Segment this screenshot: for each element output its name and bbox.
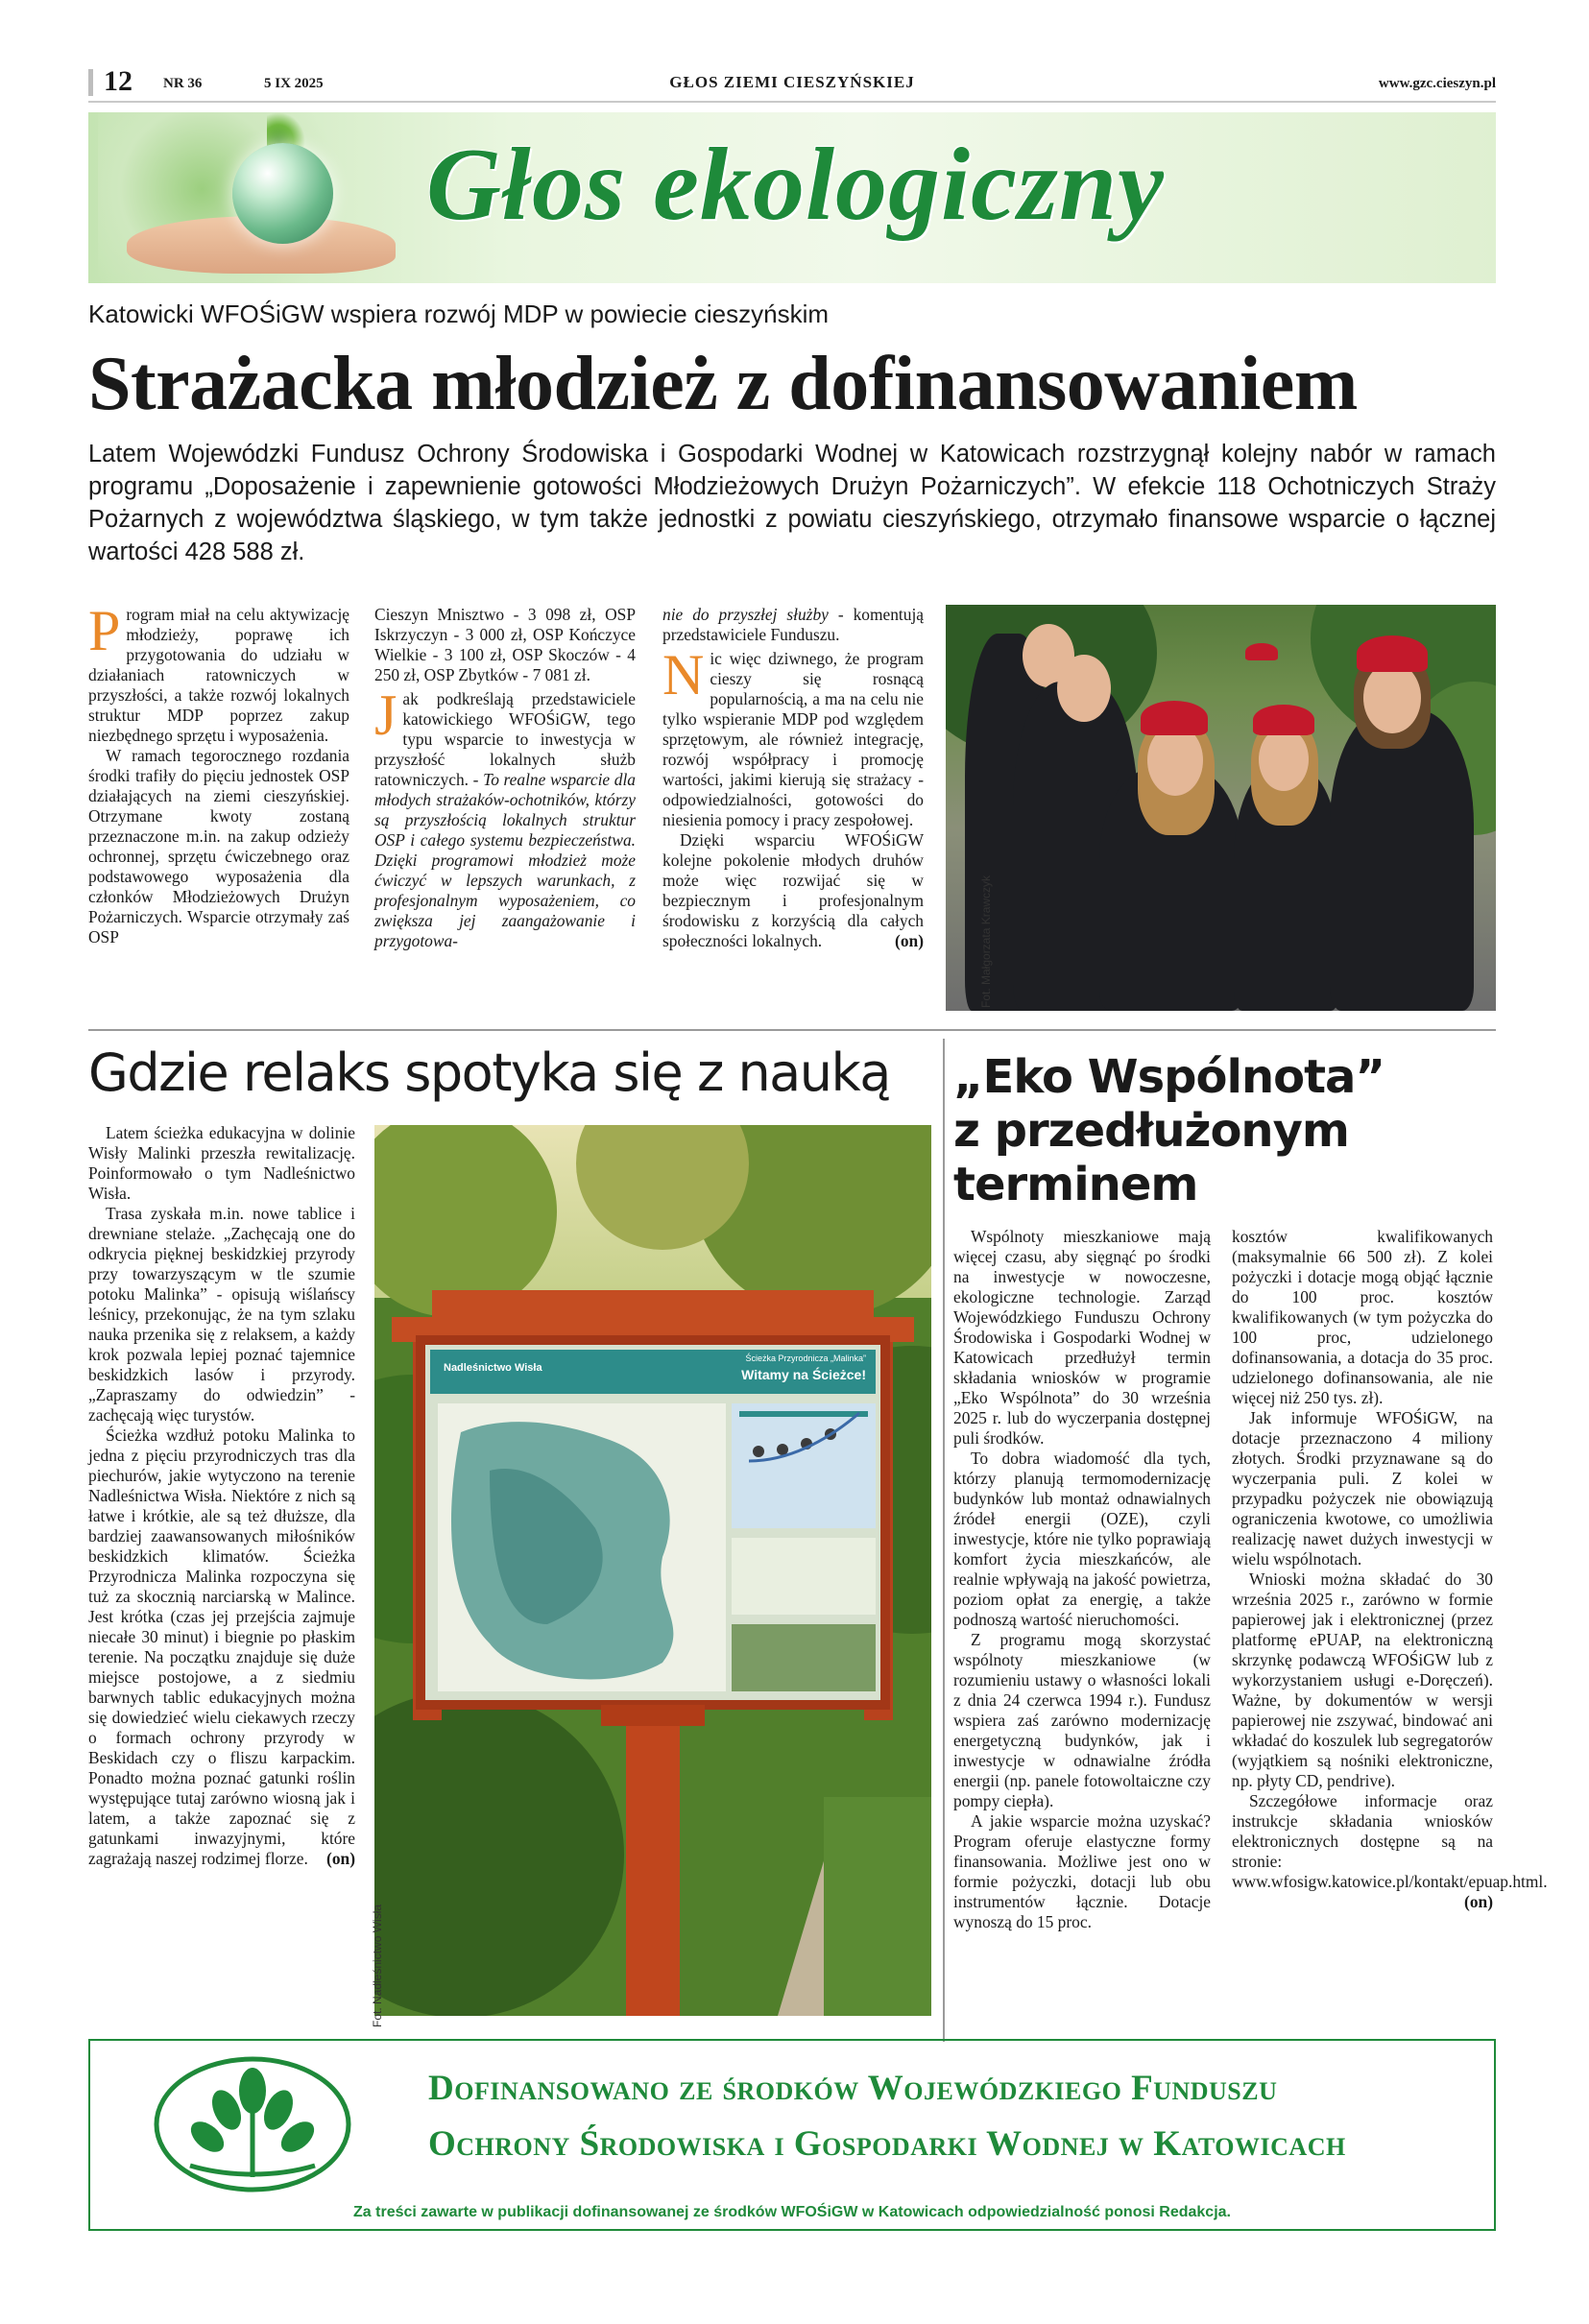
paper-url: www.gzc.cieszyn.pl <box>1378 76 1496 91</box>
paper-name: GŁOS ZIEMI CIESZYŃSKIEJ <box>669 73 915 91</box>
funding-disclaimer: Za treści zawarte w publikacji dofinansowanej ze środków WFOŚiGW w Katowicach odpowiedzialność ponosi Redakcja. <box>353 2204 1231 2220</box>
article1-paragraph: Cieszyn Mnisztwo - 3 098 zł, OSP Iskrzyczyn - 3 000 zł, OSP Kończyce Wielkie - 3 100 zł, OSP Skoczów - 4 250 zł, OSP Zbytków - 7 081 zł. <box>374 605 636 684</box>
article2-column <box>88 1123 355 1869</box>
article1-paragraph: Jak podkreślają przedstawiciele katowickiego WFOŚiGW, tego typu wsparcie to inwestycja w przyszłość lokalnych służb ratowniczych. - To realne wsparcie dla młodych strażaków-ochotników, którzy są przyszłością lokalnych struktur OSP i całego systemu bezpieczeństwa. Dzięki programowi młodzież może ćwiczyć w lepszych warunkach, z profesjonalnym wyposażeniem, co zwiększa jej zaangażowanie i przygotowa- <box>374 683 636 950</box>
drop-cap: N <box>662 643 705 707</box>
header-rule <box>88 101 1496 103</box>
article-signature: (on) <box>895 931 924 950</box>
funding-line-1: Dofinansowano ze środków Wojewódzkiego Funduszu <box>428 2069 1278 2108</box>
article3-paragraph: kosztów kwalifikowanych (maksymalnie 66 500 zł). Z kolei pożyczki i dotacje mogą objąć łącznie do 100 proc. kosztów kwalifikowanych (w tym pożyczka do 100 proc, udzielonego dofinansowania, a dotacja do 35 proc. udzielonego dofinansowania, ale nie więcej niż 250 tys. zł). <box>1232 1227 1493 1407</box>
board-header-right: Witamy na Ścieżce! <box>741 1367 866 1382</box>
glass-globe-icon <box>232 143 333 244</box>
trail-board-photo <box>374 1125 931 2016</box>
issue-number: NR 36 <box>163 76 203 91</box>
article-signature: (on) <box>1464 1892 1493 1911</box>
funding-line-2: Ochrony Środowiska i Gospodarki Wodnej w Katowicach <box>428 2124 1346 2164</box>
article1-lead: Latem Wojewódzki Fundusz Ochrony Środowiska i Gospodarki Wodnej w Katowicach rozstrzygnął kolejny nabór w ramach programu „Doposażenie i zapewnienie gotowości Młodzieżowych Drużyn Pożarniczych”. W efekcie 118 Ochotniczych Straży Pożarnych z województwa śląskiego, w tym także jednostki z powiatu cieszyńskiego, otrzymało finansowe wsparcie o łącznej wartości 428 588 zł. <box>88 441 1496 566</box>
page-number: 12 <box>104 65 132 97</box>
article1-kicker: Katowicki WFOŚiGW wspiera rozwój MDP w powiecie cieszyńskim <box>88 299 830 328</box>
column-divider <box>943 1039 945 2042</box>
article1-column-3 <box>662 605 924 951</box>
article2-paragraph: Ścieżka wzdłuż potoku Malinka to jedna z pięciu przyrodniczych tras dla piechurów, jakie wytyczono na terenie Nadleśnictwa Wisła. Niektóre z nich są łatwe i krótkie, ale są też dłuższe, dla bardziej zaawansowanych miłośników beskidzkich klimatów. Ścieżka Przyrodnicza Malinka rozpoczyna się tuż za skocznią narciarską w Malince. Jest krótka (czas jej przejścia zajmuje niecałe 30 minut) i biegnie po płaskim terenie. Na początku znajduje się duże miejsce postojowe, a z siedmiu barwnych tablic edukacyjnych można się dowiedzieć wielu ciekawych rzeczy o formach ochrony przyrody w Beskidach czy o fliszu karpackim. Ponadto można poznać gatunki roślin występujące tutaj zarówno wiosną jak i latem, a także zapoznać się z gatunkami inwazyjnymi, które zagrażają naszej rodzimej florze. (on) <box>88 1426 355 1868</box>
section-divider <box>88 1029 1496 1031</box>
article2-paragraph: Latem ścieżka edukacyjna w dolinie Wisły Malinki przeszła rewitalizację. Poinformowało o tym Nadleśnictwo Wisła. <box>88 1123 355 1203</box>
drop-cap: J <box>374 683 397 747</box>
article1-column-1 <box>88 599 349 947</box>
article3-paragraph: Wspólnoty mieszkaniowe mają więcej czasu, aby sięgnąć po środki na inwestycje w nowoczesne, ekologiczne technologie. Zarząd Wojewódzkiego Funduszu Ochrony Środowiska i Gospodarki Wodnej w Katowicach przedłużył termin składania wniosków w programie „Eko Wspólnota” do 30 września 2025 r. lub do wyczerpania dostępnej puli środków. <box>953 1227 1211 1448</box>
article-signature: (on) <box>326 1849 355 1868</box>
article2-paragraph: Trasa zyskała m.in. nowe tablice i drewniane stelaże. „Zachęcają one do odkrycia pięknej beskidzkiej przyrody przy towarzyszącym w tle szumie potoku Malinka” - opisują wiślańscy leśnicy, przekonując, że na tym szlaku naukа przenika się z relaksem, a każdy krok pozwala lepiej poznać tajemnice beskidzkich lasów i przyrody. „Zapraszamy do odwiedzin” - zachęcają więc turystów. <box>88 1204 355 1425</box>
article1-paragraph: Nic więc dziwnego, że program cieszy się rosnącą popularnością, a ma na celu nie tylko wspieranie MDP pod względem sprzętowym, ale również integrację, rozwój współpracy i promocję wartości, jakimi kierują się strażacy - odpowiedzialności, gotowości do niesienia pomocy i pracy zespołowej. <box>662 643 924 829</box>
article3-paragraph: Wnioski można składać do 30 września 2025 r., zarówno w formie papierowej jak i elektronicznej (przez platformę ePUAP, na elektroniczną skrzynkę podawczą WFOŚiGW lub z wykorzystaniem usługi e-Doręczeń). Ważne, by dokumentów w wersji papierowej nie zszywać, bindować ani wkładać do koszulek lub segregatorów (wyjątkiem są nośniki elektroniczne, np. płyty CD, pendrive). <box>1232 1569 1493 1790</box>
photo-credit: Fot. Małgorzata Krawczyk <box>979 874 993 1008</box>
board-header-small: Ścieżka Przyrodnicza „Malinka” <box>745 1354 866 1363</box>
article1-paragraph: W ramach tegorocznego rozdania środki trafiły do pięciu jednostek OSP działających na ziemi cieszyńskiej. Otrzymane kwoty zostaną przeznaczone m.in. na zakup odzieży ochronnej, sprzętu ćwiczebnego oraz podstawowego wyposażenia dla członków Młodzieżowych Drużyn Pożarniczych. Wsparcie otrzymały zaś OSP <box>88 746 349 946</box>
article3-paragraph: A jakie wsparcie można uzyskać? Program oferuje elastyczne formy finansowania. Możliwe jest ono w formie pożyczki, dotacji lub obu instrumentów łącznie. Dotacje wynoszą do 15 proc. <box>953 1811 1211 1931</box>
article1-column-2 <box>374 605 636 951</box>
article3-paragraph: To dobra wiadomość dla tych, którzy planują termomodernizację budynków lub montaż odnawialnych źródeł energii (OZE), czyli inwestycje, które nie tylko poprawiają komfort życia mieszkańców, ale realnie wpływają na jakość powietrza, poziom opłat za energię, a także podnoszą wartość nieruchomości. <box>953 1449 1211 1629</box>
firefighters-photo <box>946 605 1496 1011</box>
board-header-left: Nadleśnictwo Wisła <box>444 1362 542 1374</box>
photo-credit: Fot. Nadleśnictwo Wisła <box>371 1904 384 2027</box>
article1-headline: Strażacka młodzież z dofinansowaniem <box>88 342 1358 426</box>
article3-paragraph: Jak informuje WFOŚiGW, na dotacje przeznaczono 4 miliony złotych. Środki przyznawane są do wyczerpania puli. Z kolei w przypadku pożyczek nie obowiązują ograniczenia kwotowe, co umożliwia realizację nawet dużych inwestycji w wielu wspólnotach. <box>1232 1408 1493 1569</box>
wfosigw-logo-icon <box>152 2052 353 2196</box>
running-header <box>88 65 1496 104</box>
article2-headline: Gdzie relaks spotyka się z nauką <box>88 1042 890 1103</box>
drop-cap: P <box>88 599 121 662</box>
article3-paragraph: Z programu mogą skorzystać wspólnoty mieszkaniowe (w rozumieniu ustawy o własności lokali z dnia 24 czerwca 1994 r.). Fundusz wspiera zaś zarówno modernizację energetyczną budynków, jak i inwestycje w odnawialne źródła energii (np. panele fotowoltaiczne czy pompy ciepła). <box>953 1630 1211 1810</box>
article3-column-1 <box>953 1227 1211 1932</box>
section-title: Głos ekologiczny <box>426 128 1165 242</box>
section-banner <box>88 112 1496 283</box>
article3-headline: „Eko Wspólnota” z przedłużonym terminem <box>953 1050 1384 1211</box>
article1-paragraph: Dzięki wsparciu WFOŚiGW kolejne pokolenie młodych druhów może więc rozwijać się w bezpiecznym i profesjonalnym środowisku z korzyścią dla całych społeczności lokalnych. (on) <box>662 830 924 950</box>
article1-paragraph: Program miał na celu aktywizację młodzieży, poprawę ich przygotowania do udziału w działaniach ratowniczych w przyszłości, a także rozwój lokalnych struktur MDP poprzez zakup niezbędnego sprzętu i wyposażenia. <box>88 599 349 745</box>
article3-column-2 <box>1232 1227 1548 1912</box>
article3-paragraph: Szczegółowe informacje oraz instrukcje składania wniosków elektronicznych dostępne są na stronie: www.wfosigw.katowice.pl/kontakt/epuap.html. (on) <box>1232 1791 1548 1911</box>
article1-paragraph: nie do przyszłej służby - komentują przedstawiciele Funduszu. <box>662 605 924 644</box>
trail-board-illustration <box>374 1125 931 2016</box>
funding-notice <box>88 2039 1496 2231</box>
issue-date: 5 IX 2025 <box>264 76 324 91</box>
